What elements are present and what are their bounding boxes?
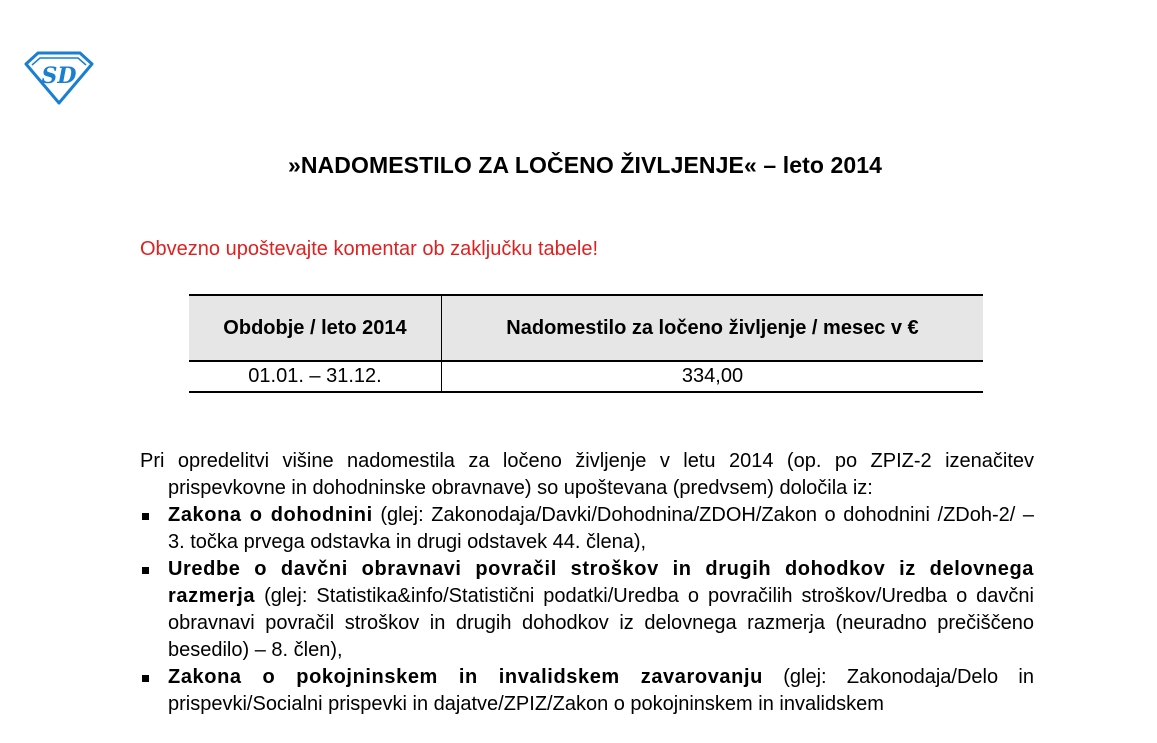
list-item xyxy=(140,502,1034,556)
law-reference: (glej: Zakonodaja/Davki/Dohodnina/ZDOH/Zakon o dohodnini /ZDoh-2/ – 3. točka prvega odstavka in drugi odstavek 44. člena), xyxy=(168,504,1034,553)
bullet-icon xyxy=(142,513,149,520)
header-period: Obdobje / leto 2014 xyxy=(189,295,442,361)
law-list xyxy=(140,502,1034,718)
body-text xyxy=(140,448,1034,718)
bullet-icon xyxy=(142,675,149,682)
allowance-table xyxy=(189,294,983,393)
page-title: »NADOMESTILO ZA LOČENO ŽIVLJENJE« – leto 2014 xyxy=(287,152,883,178)
company-logo xyxy=(22,50,96,106)
law-name: Uredbe o davčni obravnavi povračil stroškov in drugih dohodkov iz delovnega razmerja xyxy=(168,558,1034,607)
intro-paragraph: Pri opredelitvi višine nadomestila za ločeno življenje v letu 2014 (op. po ZPIZ-2 izenačitev prispevkovne in dohodninske obravnave) so upoštevana (predvsem) določila iz: xyxy=(140,450,1034,499)
table-header-row xyxy=(189,295,983,361)
law-name: Zakona o pokojninskem in invalidskem zavarovanju xyxy=(168,666,763,688)
logo-letters: SD xyxy=(41,63,77,89)
list-item xyxy=(140,664,1034,718)
cell-amount: 334,00 xyxy=(442,361,984,392)
law-name: Zakona o dohodnini xyxy=(168,504,373,526)
bullet-icon xyxy=(142,567,149,574)
warning-note: Obvezno upoštevajte komentar ob zaključku tabele! xyxy=(140,238,599,260)
header-allowance: Nadomestilo za ločeno življenje / mesec v € xyxy=(442,295,984,361)
list-item xyxy=(140,556,1034,664)
cell-period: 01.01. – 31.12. xyxy=(189,361,442,392)
law-reference: (glej: Zakonodaja/Delo in prispevki/Socialni prispevki in dajatve/ZPIZ/Zakon o pokojninskem in invalidskem xyxy=(168,666,1034,715)
table-row xyxy=(189,361,983,392)
law-reference: (glej: Statistika&info/Statistični podatki/Uredba o povračilih stroškov/Uredba o davčni obravnavi povračil stroškov in drugih dohodkov iz delovnega razmerja (neuradno prečiščeno besedilo) – 8. člen), xyxy=(168,585,1034,661)
